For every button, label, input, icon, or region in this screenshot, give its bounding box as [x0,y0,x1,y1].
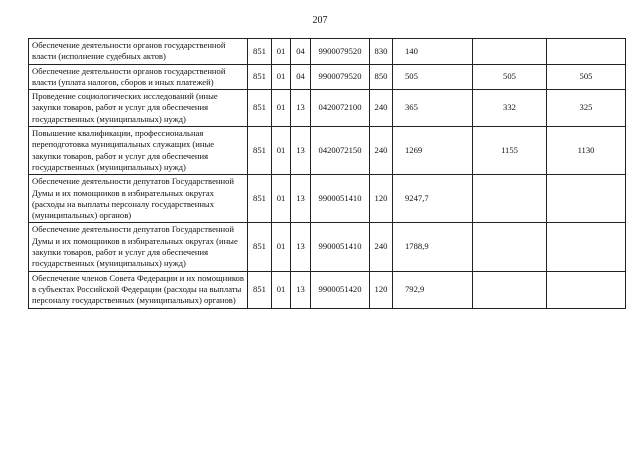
expense-name-cell: Повышение квалификации, профессиональная переподготовка муниципальных служащих (иные закупки товаров, работ и услуг для обеспечения государственных (муниципальных) нужд) [29,127,248,175]
expense-type-code-cell: 240 [370,90,393,127]
amount-year2-cell: 332 [473,90,547,127]
table-row [29,223,626,271]
table-row [29,64,626,90]
grbs-code-cell: 851 [248,90,272,127]
amount-year1-cell: 365 [393,90,473,127]
section-code-cell: 01 [272,223,291,271]
amount-year2-cell [473,175,547,223]
amount-year1-cell: 1788,9 [393,223,473,271]
target-article-code-cell: 9900051410 [311,223,370,271]
section-code-cell: 01 [272,90,291,127]
section-code-cell: 01 [272,64,291,90]
section-code-cell: 01 [272,271,291,308]
section-code-cell: 01 [272,175,291,223]
expense-name-cell: Обеспечение деятельности органов государственной власти (исполнение судебных актов) [29,39,248,65]
page-number: 207 [312,15,328,26]
expense-type-code-cell: 850 [370,64,393,90]
table-row [29,127,626,175]
amount-year2-cell [473,39,547,65]
expense-name-cell: Обеспечение деятельности депутатов Государственной Думы и их помощников в избирательных округах (иные закупки товаров, работ и услуг для обеспечения государственных (муниципальных) нужд) [29,223,248,271]
subsection-code-cell: 13 [291,127,311,175]
amount-year3-cell [547,175,626,223]
table-row [29,90,626,127]
subsection-code-cell: 04 [291,64,311,90]
grbs-code-cell: 851 [248,175,272,223]
subsection-code-cell: 04 [291,39,311,65]
expense-name-cell: Обеспечение деятельности депутатов Государственной Думы и их помощников в избирательных округах (расходы на выплаты персоналу государственных (муниципальных) органов) [29,175,248,223]
grbs-code-cell: 851 [248,127,272,175]
subsection-code-cell: 13 [291,271,311,308]
budget-table [28,38,626,309]
expense-name-cell: Обеспечение деятельности органов государственной власти (уплата налогов, сборов и иных платежей) [29,64,248,90]
target-article-code-cell: 9900051420 [311,271,370,308]
subsection-code-cell: 13 [291,223,311,271]
amount-year3-cell [547,271,626,308]
amount-year3-cell: 1130 [547,127,626,175]
expense-type-code-cell: 120 [370,271,393,308]
amount-year1-cell: 792,9 [393,271,473,308]
expense-type-code-cell: 830 [370,39,393,65]
amount-year2-cell: 505 [473,64,547,90]
target-article-code-cell: 0420072100 [311,90,370,127]
target-article-code-cell: 9900079520 [311,64,370,90]
expense-type-code-cell: 240 [370,127,393,175]
table-row [29,39,626,65]
amount-year3-cell [547,223,626,271]
table-body [29,39,626,309]
grbs-code-cell: 851 [248,39,272,65]
table-row [29,175,626,223]
expense-type-code-cell: 120 [370,175,393,223]
table-row [29,271,626,308]
subsection-code-cell: 13 [291,90,311,127]
expense-type-code-cell: 240 [370,223,393,271]
amount-year3-cell: 505 [547,64,626,90]
amount-year1-cell: 9247,7 [393,175,473,223]
amount-year3-cell [547,39,626,65]
amount-year2-cell [473,271,547,308]
section-code-cell: 01 [272,127,291,175]
expense-name-cell: Обеспечение членов Совета Федерации и их помощников в субъектах Российской Федерации (расходы на выплаты персоналу государственных (муниципальных) органов) [29,271,248,308]
amount-year1-cell: 140 [393,39,473,65]
grbs-code-cell: 851 [248,64,272,90]
amount-year2-cell: 1155 [473,127,547,175]
amount-year1-cell: 1269 [393,127,473,175]
target-article-code-cell: 9900051410 [311,175,370,223]
expense-name-cell: Проведение социологических исследований (иные закупки товаров, работ и услуг для обеспечения государственных (муниципальных) нужд) [29,90,248,127]
amount-year2-cell [473,223,547,271]
target-article-code-cell: 9900079520 [311,39,370,65]
subsection-code-cell: 13 [291,175,311,223]
grbs-code-cell: 851 [248,271,272,308]
section-code-cell: 01 [272,39,291,65]
amount-year1-cell: 505 [393,64,473,90]
grbs-code-cell: 851 [248,223,272,271]
target-article-code-cell: 0420072150 [311,127,370,175]
amount-year3-cell: 325 [547,90,626,127]
